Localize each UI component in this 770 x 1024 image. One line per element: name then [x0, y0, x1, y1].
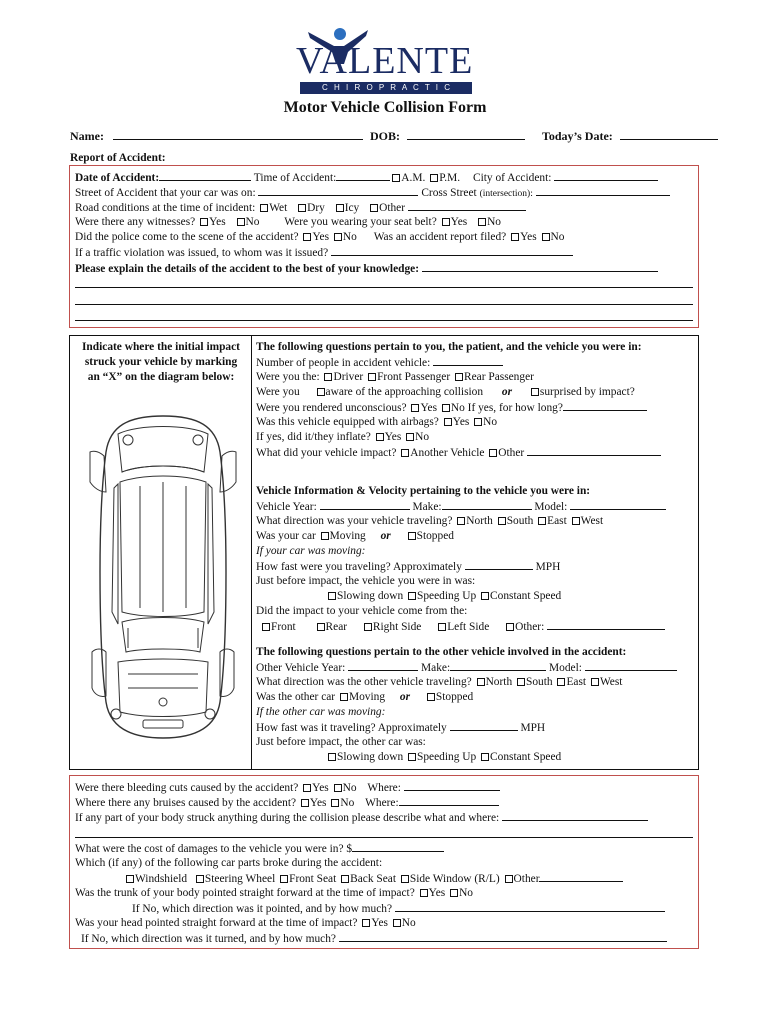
road-other-label: Other [379, 202, 406, 214]
other-north-label: North [485, 676, 513, 688]
people-row [256, 356, 503, 370]
other-speed-field[interactable] [450, 721, 518, 731]
other-before-impact-label: Just before impact, the other car was: [256, 736, 426, 748]
damage-question: What were the cost of damages to the vehicle you were in? $ [75, 843, 353, 855]
other-stopped-checkbox[interactable] [427, 693, 435, 701]
front-seat-checkbox[interactable] [280, 875, 288, 883]
other-moving-question: Was the other car [256, 691, 336, 703]
pm-checkbox[interactable] [430, 174, 438, 182]
inflate-question: If yes, did it/they inflate? [256, 431, 371, 443]
impact-row [256, 446, 661, 460]
east-label: East [547, 515, 567, 527]
explain-line-2[interactable] [75, 287, 693, 288]
rear-passenger-checkbox[interactable] [455, 373, 463, 381]
explain-question: Please explain the details of the accident to the best of your knowledge: [75, 263, 420, 275]
unconscious-row [256, 401, 647, 415]
side-window-checkbox[interactable] [401, 875, 409, 883]
city-label: City of Accident: [472, 172, 552, 184]
other-south-checkbox[interactable] [517, 678, 525, 686]
report-yes-checkbox[interactable] [511, 233, 519, 241]
diagram-divider [251, 335, 252, 770]
bruises-where-field[interactable] [399, 796, 499, 806]
airbags-question: Was this vehicle equipped with airbags? [256, 416, 439, 428]
moving-label: Moving [329, 530, 366, 542]
cross-street-field[interactable] [536, 186, 670, 196]
other-direction-question: What direction was the other vehicle traveling? [256, 676, 472, 688]
other-speeding-label: Speeding Up [417, 751, 477, 763]
front-checkbox[interactable] [262, 623, 270, 631]
parts-row [124, 872, 623, 886]
people-question: Number of people in accident vehicle: [256, 357, 431, 369]
vehicle-year-field[interactable] [320, 500, 410, 510]
other-speed-question: How fast was it traveling? Approximately [256, 722, 447, 734]
time-of-accident-field[interactable] [336, 171, 390, 181]
trunk-yes-checkbox[interactable] [420, 889, 428, 897]
other-west-checkbox[interactable] [591, 678, 599, 686]
witnesses-no-label: No [245, 216, 260, 228]
other-make-label: Make: [421, 662, 451, 674]
report-yes-label: Yes [520, 231, 537, 243]
bleeding-yes-label: Yes [312, 782, 329, 794]
parts-other-checkbox[interactable] [505, 875, 513, 883]
people-field[interactable] [433, 356, 503, 366]
steering-checkbox[interactable] [196, 875, 204, 883]
trunk-direction-row [132, 902, 665, 916]
front-label: Front [271, 621, 296, 633]
todays-date-field[interactable] [620, 130, 718, 140]
trunk-direction-field[interactable] [395, 902, 665, 912]
parts-other-label: Other [513, 873, 540, 885]
other-before-impact-row [326, 751, 561, 764]
unconscious-question: Were you rendered unconscious? [256, 402, 407, 414]
aware-checkbox[interactable] [317, 388, 325, 396]
vehicle-info-row [256, 500, 666, 514]
violation-field[interactable] [331, 246, 573, 256]
time-of-accident-label: Time of Accident: [253, 172, 337, 184]
west-checkbox[interactable] [572, 517, 580, 525]
vehicle-year-label: Vehicle Year: [256, 501, 317, 513]
street-row [75, 186, 670, 201]
police-no-checkbox[interactable] [334, 233, 342, 241]
left-side-checkbox[interactable] [438, 623, 446, 631]
surprised-label: surprised by impact? [539, 386, 635, 398]
another-vehicle-checkbox[interactable] [401, 449, 409, 457]
police-yes-checkbox[interactable] [303, 233, 311, 241]
head-direction-field[interactable] [339, 932, 667, 942]
moving-row [256, 530, 454, 543]
head-question: Was your head pointed straight forward at the time of impact? [75, 917, 358, 929]
head-no-checkbox[interactable] [393, 919, 401, 927]
constant-label: Constant Speed [490, 590, 562, 602]
front-passenger-label: Front Passenger [377, 371, 451, 383]
road-icy-checkbox[interactable] [336, 204, 344, 212]
front-passenger-checkbox[interactable] [368, 373, 376, 381]
north-checkbox[interactable] [457, 517, 465, 525]
if-moving-label: If your car was moving: [256, 545, 366, 557]
inflate-no-checkbox[interactable] [406, 433, 414, 441]
other-vehicle-heading: The following questions pertain to the other vehicle involved in the accident: [256, 646, 627, 658]
other-north-checkbox[interactable] [477, 678, 485, 686]
other-speed-row [256, 721, 545, 735]
airbags-no-checkbox[interactable] [474, 418, 482, 426]
velocity-heading: Vehicle Information & Velocity pertaining to the vehicle you were in: [256, 485, 591, 497]
other-east-checkbox[interactable] [557, 678, 565, 686]
front-seat-label: Front Seat [289, 873, 337, 885]
surprised-checkbox[interactable] [531, 388, 539, 396]
road-icy-label: Icy [344, 202, 360, 214]
bruises-yes-checkbox[interactable] [301, 799, 309, 807]
bruises-row [75, 796, 499, 810]
am-checkbox[interactable] [392, 174, 400, 182]
vehicle-model-label: Model: [534, 501, 568, 513]
from-other-label: Other: [515, 621, 545, 633]
driver-checkbox[interactable] [324, 373, 332, 381]
speed-question: How fast were you traveling? Approximately [256, 561, 462, 573]
windshield-label: Windshield [135, 873, 188, 885]
south-label: South [506, 515, 534, 527]
other-east-label: East [566, 676, 587, 688]
bleeding-row [75, 781, 500, 795]
report-heading: Report of Accident: [70, 152, 166, 164]
other-year-field[interactable] [348, 661, 418, 671]
airbags-no-label: No [483, 416, 498, 428]
speeding-label: Speeding Up [417, 590, 477, 602]
other-model-label: Model: [549, 662, 582, 674]
name-field[interactable] [113, 130, 363, 140]
right-side-label: Right Side [372, 621, 422, 633]
logo-subtitle: C H I R O P R A C T I C [322, 83, 453, 92]
trunk-row [75, 887, 473, 900]
or-label: or [501, 386, 513, 398]
back-seat-label: Back Seat [350, 873, 396, 885]
road-other-checkbox[interactable] [370, 204, 378, 212]
moving-or-label: or [380, 530, 391, 542]
other-model-field[interactable] [585, 661, 677, 671]
aware-label: aware of the approaching collision [325, 386, 484, 398]
vehicle-model-field[interactable] [570, 500, 666, 510]
date-of-accident-label: Date of Accident: [75, 172, 160, 184]
other-or-label: or [399, 691, 411, 703]
struck-row [75, 811, 648, 825]
other-stopped-label: Stopped [435, 691, 474, 703]
position-row [256, 371, 534, 384]
trunk-question: Was the trunk of your body pointed straight forward at the time of impact? [75, 887, 415, 899]
other-moving-label: Moving [348, 691, 386, 703]
airbags-row [256, 416, 497, 429]
witnesses-yes-checkbox[interactable] [200, 218, 208, 226]
stopped-label: Stopped [416, 530, 454, 542]
moving-question: Was your car [256, 530, 316, 542]
airbags-yes-checkbox[interactable] [444, 418, 452, 426]
violation-question: If a traffic violation was issued, to whom was it issued? [75, 247, 329, 259]
impact-from-label: Did the impact to your vehicle come from the: [256, 605, 468, 617]
other-slowing-checkbox[interactable] [328, 753, 336, 761]
damage-row [75, 842, 444, 856]
bruises-yes-label: Yes [309, 797, 327, 809]
car-diagram[interactable] [88, 412, 238, 742]
explain-row [75, 262, 658, 276]
diagram-instruction-2: struck your vehicle by marking [84, 356, 238, 368]
head-row [75, 917, 416, 930]
accident-date-row [75, 171, 658, 185]
other-south-label: South [526, 676, 553, 688]
damage-field[interactable] [352, 842, 444, 852]
trunk-yes-label: Yes [428, 887, 446, 899]
steering-label: Steering Wheel [204, 873, 276, 885]
impact-other-label: Other [498, 447, 525, 459]
parts-label: Which (if any) of the following car parts broke during the accident: [75, 857, 383, 869]
diagram-instruction-3: an “X” on the diagram below: [87, 371, 235, 383]
bruises-no-checkbox[interactable] [331, 799, 339, 807]
seatbelt-question: Were you wearing your seat belt? [284, 216, 437, 228]
street-label: Street of Accident that your car was on: [75, 187, 256, 199]
other-speeding-checkbox[interactable] [408, 753, 416, 761]
rear-label: Rear [325, 621, 348, 633]
diagram-instruction-1: Indicate where the initial impact [82, 341, 240, 353]
moving-checkbox[interactable] [321, 532, 329, 540]
dob-label: DOB: [369, 129, 400, 143]
right-side-checkbox[interactable] [364, 623, 372, 631]
bleeding-question: Were there bleeding cuts caused by the accident? [75, 782, 299, 794]
logo-name: VALENTE [296, 40, 474, 82]
slowing-checkbox[interactable] [328, 592, 336, 600]
header-row [70, 130, 718, 143]
seatbelt-yes-label: Yes [450, 216, 468, 228]
head-yes-checkbox[interactable] [362, 919, 370, 927]
trunk-no-label: No [459, 887, 473, 899]
other-moving-row [256, 691, 473, 704]
direction-question: What direction was your vehicle traveling? [256, 515, 453, 527]
name-label: Name: [70, 129, 104, 143]
cross-street-label: Cross Street [421, 187, 477, 199]
how-long-field[interactable] [563, 401, 647, 411]
stopped-checkbox[interactable] [408, 532, 416, 540]
explain-field-1[interactable] [422, 262, 658, 272]
head-direction-row [81, 932, 667, 946]
airbags-yes-label: Yes [452, 416, 470, 428]
other-vehicle-info-row [256, 661, 677, 675]
road-other-field[interactable] [408, 201, 526, 211]
police-no-label: No [342, 231, 357, 243]
bleeding-where-label: Where: [367, 782, 401, 794]
seatbelt-no-checkbox[interactable] [478, 218, 486, 226]
from-other-checkbox[interactable] [506, 623, 514, 631]
inflate-yes-checkbox[interactable] [376, 433, 384, 441]
speeding-checkbox[interactable] [408, 592, 416, 600]
slowing-label: Slowing down [337, 590, 404, 602]
awareness-row [256, 386, 635, 399]
inflate-no-label: No [415, 431, 430, 443]
police-row [75, 231, 564, 244]
bleeding-no-label: No [342, 782, 357, 794]
city-field[interactable] [554, 171, 658, 181]
other-slowing-label: Slowing down [337, 751, 404, 763]
witness-row [75, 216, 501, 229]
unconscious-yes-label: Yes [420, 402, 438, 414]
road-wet-label: Wet [269, 202, 288, 214]
position-question: Were you the: [256, 371, 320, 383]
witnesses-yes-label: Yes [209, 216, 226, 228]
impact-question: What did your vehicle impact? [256, 447, 397, 459]
north-label: North [466, 515, 493, 527]
trunk-no-checkbox[interactable] [450, 889, 458, 897]
other-constant-label: Constant Speed [490, 751, 562, 763]
other-moving-checkbox[interactable] [340, 693, 348, 701]
patient-heading: The following questions pertain to you, the patient, and the vehicle you were in: [256, 341, 642, 353]
struck-field-1[interactable] [502, 811, 648, 821]
vehicle-make-field[interactable] [442, 500, 532, 510]
impact-other-field[interactable] [527, 446, 661, 456]
other-year-label: Other Vehicle Year: [256, 662, 346, 674]
explain-line-3[interactable] [75, 304, 693, 305]
struck-question: If any part of your body struck anything during the collision please describe what and where: [75, 812, 500, 824]
report-no-checkbox[interactable] [542, 233, 550, 241]
todays-date-label: Today’s Date: [541, 129, 613, 143]
speed-field[interactable] [465, 560, 533, 570]
explain-line-4[interactable] [75, 320, 693, 321]
inflate-yes-label: Yes [384, 431, 402, 443]
logo [296, 24, 476, 96]
police-yes-label: Yes [312, 231, 330, 243]
head-no-label: No [401, 917, 416, 929]
parts-other-field[interactable] [539, 872, 623, 882]
road-conditions-label: Road conditions at the time of incident: [75, 202, 256, 214]
south-checkbox[interactable] [498, 517, 506, 525]
witnesses-question: Were there any witnesses? [75, 216, 196, 228]
west-label: West [580, 515, 604, 527]
speed-row [256, 560, 560, 574]
awareness-question: Were you [256, 386, 300, 398]
other-make-field[interactable] [450, 661, 546, 671]
before-impact-label: Just before impact, the vehicle you were in was: [256, 575, 476, 587]
trunk-direction-question: If No, which direction was it pointed, and by how much? [132, 903, 393, 915]
rear-passenger-label: Rear Passenger [464, 371, 534, 383]
rear-checkbox[interactable] [317, 623, 325, 631]
street-field[interactable] [258, 186, 418, 196]
head-yes-label: Yes [371, 917, 388, 929]
bleeding-where-field[interactable] [404, 781, 500, 791]
pm-label: P.M. [439, 172, 461, 184]
impact-other-checkbox[interactable] [489, 449, 497, 457]
road-wet-checkbox[interactable] [260, 204, 268, 212]
unconscious-no-checkbox[interactable] [442, 404, 450, 412]
back-seat-checkbox[interactable] [341, 875, 349, 883]
bruises-where-label: Where: [365, 797, 399, 809]
driver-label: Driver [333, 371, 364, 383]
unconscious-no-label: No [450, 402, 465, 414]
other-constant-checkbox[interactable] [481, 753, 489, 761]
dob-field[interactable] [407, 130, 525, 140]
before-impact-row [326, 590, 561, 603]
struck-line-2[interactable] [75, 837, 693, 838]
another-vehicle-label: Another Vehicle [410, 447, 485, 459]
windshield-checkbox[interactable] [126, 875, 134, 883]
road-dry-label: Dry [307, 202, 325, 214]
left-side-label: Left Side [447, 621, 490, 633]
how-long-label: If yes, for how long? [467, 402, 563, 414]
witnesses-no-checkbox[interactable] [237, 218, 245, 226]
other-direction-row [256, 676, 622, 689]
mph-label: MPH [535, 561, 561, 573]
side-window-label: Side Window (R/L) [409, 873, 500, 885]
east-checkbox[interactable] [538, 517, 546, 525]
am-label: A.M. [401, 172, 426, 184]
bleeding-yes-checkbox[interactable] [303, 784, 311, 792]
other-mph-label: MPH [520, 722, 546, 734]
seatbelt-yes-checkbox[interactable] [442, 218, 450, 226]
seatbelt-no-label: No [487, 216, 501, 228]
bruises-no-label: No [340, 797, 355, 809]
inflate-row [256, 431, 429, 444]
car-top-view-icon [88, 412, 238, 742]
other-west-label: West [599, 676, 623, 688]
vehicle-make-label: Make: [412, 501, 442, 513]
cross-street-note: (intersection): [479, 189, 533, 199]
page-title: Motor Vehicle Collision Form [283, 99, 487, 116]
direction-row [256, 515, 603, 528]
from-other-field[interactable] [547, 620, 665, 630]
report-filed-question: Was an accident report filed? [373, 231, 507, 243]
road-row [75, 201, 526, 215]
date-of-accident-field[interactable] [159, 171, 251, 181]
report-no-label: No [550, 231, 565, 243]
head-direction-question: If No, which direction was it turned, and by how much? [81, 933, 336, 945]
bleeding-no-checkbox[interactable] [334, 784, 342, 792]
road-dry-checkbox[interactable] [298, 204, 306, 212]
constant-checkbox[interactable] [481, 592, 489, 600]
unconscious-yes-checkbox[interactable] [411, 404, 419, 412]
impact-from-row [260, 620, 665, 634]
bruises-question: Where there any bruises caused by the accident? [75, 797, 297, 809]
other-if-moving-label: If the other car was moving: [256, 706, 386, 718]
police-question: Did the police come to the scene of the accident? [75, 231, 299, 243]
violation-row [75, 246, 573, 260]
